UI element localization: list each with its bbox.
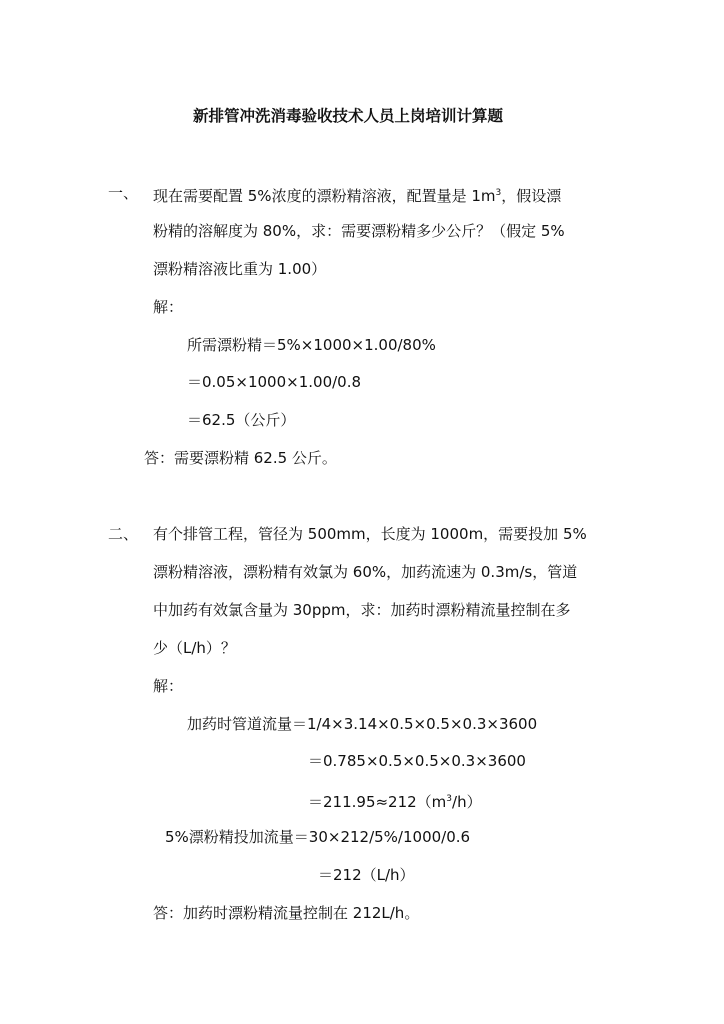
q2-text-line-4: 少（L/h）？ (153, 639, 236, 657)
q1-calc-1: 所需漂粉精＝5%×1000×1.00/80% (187, 336, 436, 354)
q1-text-line-1 (153, 183, 561, 206)
q1-line1-pre: 现在需要配置 5%浓度的漂粉精溶液，配置量是 1m (153, 187, 496, 205)
q2-calc3-pre: ＝211.95≈212（m (308, 793, 447, 811)
q1-calc-3: ＝62.5（公斤） (187, 411, 296, 429)
q1-calc-2: ＝0.05×1000×1.00/0.8 (187, 373, 362, 391)
q1-solution-label: 解： (153, 298, 184, 316)
document-title: 新排管冲洗消毒验收技术人员上岗培训计算题 (193, 107, 504, 125)
q2-calc-2: ＝0.785×0.5×0.5×0.3×3600 (308, 752, 526, 770)
q2-calc3-post: /h） (452, 793, 482, 811)
q1-line1-post: ，假设漂 (501, 187, 562, 205)
q1-text-line-2: 粉精的溶解度为 80%，求：需要漂粉精多少公斤？（假定 5% (153, 222, 565, 240)
q2-calc-5: ＝212（L/h） (318, 866, 415, 884)
q1-answer: 答：需要漂粉精 62.5 公斤。 (144, 449, 337, 467)
q1-line1-sup: 3 (495, 188, 502, 198)
q2-answer: 答：加药时漂粉精流量控制在 212L/h。 (153, 904, 420, 922)
q2-calc-1: 加药时管道流量＝1/4×3.14×0.5×0.5×0.3×3600 (187, 715, 538, 733)
q2-text-line-1: 有个排管工程，管径为 500mm，长度为 1000m，需要投加 5% (153, 525, 587, 543)
q2-calc-3 (308, 789, 482, 812)
q2-number: 二、 (108, 525, 139, 543)
q1-text-line-3: 漂粉精溶液比重为 1.00） (153, 260, 327, 278)
q2-solution-label: 解： (153, 677, 184, 695)
q2-calc3-sup: 3 (446, 794, 453, 804)
q2-text-line-3: 中加药有效氯含量为 30ppm，求：加药时漂粉精流量控制在多 (153, 601, 571, 619)
q2-text-line-2: 漂粉精溶液，漂粉精有效氯为 60%，加药流速为 0.3m/s，管道 (153, 563, 578, 581)
q2-calc-4: 5%漂粉精投加流量＝30×212/5%/1000/0.6 (165, 828, 471, 846)
q1-number: 一、 (108, 184, 139, 202)
